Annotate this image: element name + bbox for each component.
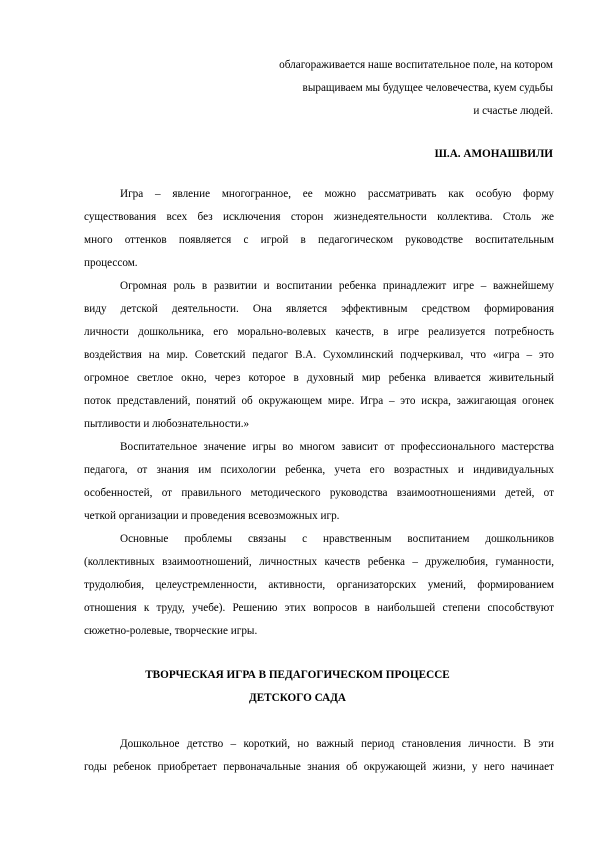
paragraph-line: огромное светлое окно, через которое в духовный мир ребенка вливается живительный	[84, 372, 554, 384]
paragraph-line: личности дошкольника, его морально-волевых качеств, в игре реализуется потребность	[84, 326, 554, 338]
paragraph-line: воздействия на мир. Советский педагог В.А. Сухомлинский подчеркивал, что «игра – это	[84, 349, 554, 361]
paragraph-line: Огромная роль в развитии и воспитании ребенка принадлежит игре – важнейшему	[120, 280, 554, 292]
epigraph-line: выращиваем мы будущее человечества, куем судьбы	[302, 82, 553, 94]
paragraph-line: процессом.	[84, 257, 138, 269]
paragraph-line: поток представлений, понятий об окружающем мире. Игра – это искра, зажигающая огонек	[84, 395, 554, 407]
paragraph-line: трудолюбия, целеустремленности, активности, организаторских умений, формированием	[84, 579, 554, 591]
epigraph-author: Ш.А. АМОНАШВИЛИ	[434, 148, 553, 160]
paragraph-line: педагога, от знания им психологии ребенка, учета его возрастных и индивидуальных	[84, 464, 554, 476]
paragraph-line: много оттенков появляется с игрой в педагогическом руководстве воспитательным	[84, 234, 554, 246]
paragraph-line: сюжетно-ролевые, творческие игры.	[84, 625, 258, 637]
section-heading: ДЕТСКОГО САДА	[249, 692, 346, 704]
paragraph-line: четкой организации и проведения всевозможных игр.	[84, 510, 340, 522]
paragraph-line: пытливости и любознательности.»	[84, 418, 250, 430]
paragraph-line: (коллективных взаимоотношений, личностных качеств ребенка – дружелюбия, гуманности,	[84, 556, 554, 568]
paragraph-line: годы ребенок приобретает первоначальные знания об окружающей жизни, у него начинает	[84, 761, 554, 773]
paragraph-line: отношения к труду, учебе). Решению этих вопросов в наибольшей степени способствуют	[84, 602, 554, 614]
epigraph-line: и счастье людей.	[473, 105, 553, 117]
paragraph-line: виду детской деятельности. Она является эффективным средством формирования	[84, 303, 554, 315]
epigraph-line: облагораживается наше воспитательное поле, на котором	[279, 59, 553, 71]
paragraph-line: существования всех без исключения сторон жизнедеятельности коллектива. Столь же	[84, 211, 554, 223]
paragraph-line: Игра – явление многогранное, ее можно рассматривать как особую форму	[120, 188, 554, 200]
paragraph-line: Основные проблемы связаны с нравственным воспитанием дошкольников	[120, 533, 554, 545]
section-heading: ТВОРЧЕСКАЯ ИГРА В ПЕДАГОГИЧЕСКОМ ПРОЦЕССЕ	[145, 669, 450, 681]
paragraph-line: Дошкольное детство – короткий, но важный период становления личности. В эти	[120, 738, 554, 750]
paragraph-line: особенностей, от правильного методического руководства взаимоотношениями детей, от	[84, 487, 554, 499]
paragraph-line: Воспитательное значение игры во многом зависит от профессионального мастерства	[120, 441, 554, 453]
